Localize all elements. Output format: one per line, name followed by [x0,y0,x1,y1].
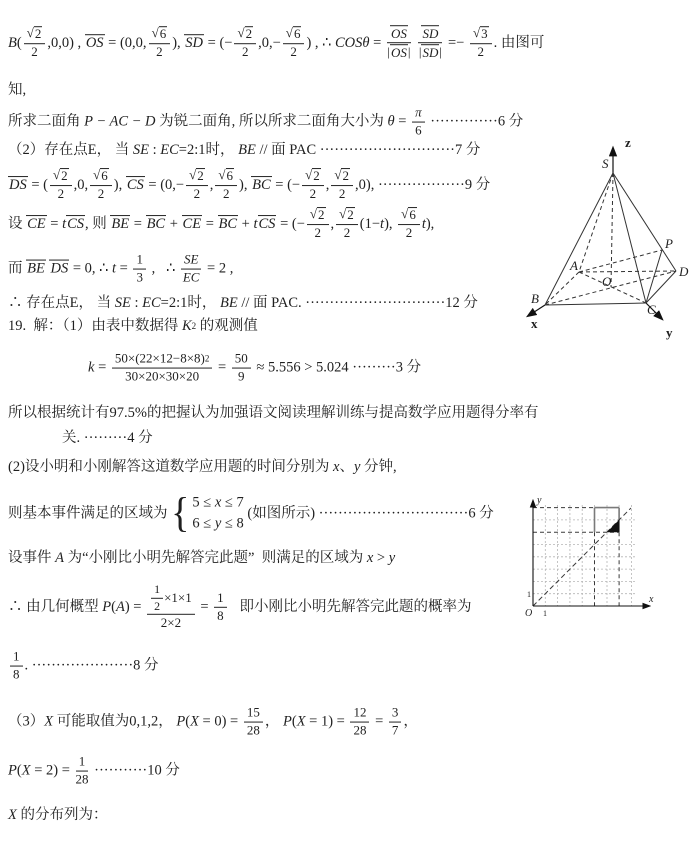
math-line-20: X 的分布列为： [8,806,108,823]
math-line-18: （3） X 可能取值为0,1,2， P ( X = 0) = $\frac{15}{28}$ ， P ( X = 1) = $\frac{12}{28}$ = $\frac{3}{7}$ ， [8,704,418,738]
math-line-14: 则基本事件满足的区域为 { 5 ≤ x ≤ 7 6 ≤ y ≤ 8 (如图所示) ·······························6 分 [8,489,494,536]
grid-y-tick-1: 1 [527,590,531,599]
vertex-label-o: O [602,274,612,289]
vertex-label-a: A [570,258,578,273]
vertex-label-s: S [602,156,609,171]
grid-x-tick-1: 1 [543,609,547,618]
math-line-1: B ( √ 2 2 ,0,0) , OS = (0,0, √ 6 2 ), SD = (− √ 2 2 ,0,− √ 6 2 ) , ∴ COSθ = OS | OS | SD | SD | =− √ 3 2 . 由图可 [8,25,545,61]
math-line-11: 所以根据统计有97.5%的把握认为加强语文阅读理解训练与提高数学应用题得分率有 [8,404,539,421]
x-axis [528,305,545,316]
math-line-5: DS = ( √ 2 2 ,0, √ 6 2 ), CS = (0,− √ 2 2 , √ 6 2 ), BC = (− √ 2 2 , √ 2 2 ,0), ··················9 分 [9,167,491,201]
math-line-12: 关. ·········4 分 [62,429,153,446]
vertex-label-b: B [531,291,539,306]
math-line-17: $\frac{1}{8}$ . ·····················8 分 [8,650,159,683]
vertex-label-d: D [679,264,689,279]
vertex-label-p: P [665,236,673,251]
math-line-19: P ( X = 2) = $\frac{1}{28}$ ···········10 分 [8,753,180,787]
vertex-label-c: C [647,302,656,317]
probability-grid-figure [525,493,657,623]
grid-y-axis-label: y [537,495,542,506]
math-line-3: 所求二面角 P − AC − D 为锐二面角, 所以所求二面角大小为 θ = $\frac{\pi}{6}$ ··············6 分 [8,104,524,138]
math-line-4: （2）存在点E， 当 SE : EC =2:1时， BE // 面 PAC ····························7 分 [8,141,481,158]
math-line-15: 设事件 A 为“小刚比小明先解答完此题” 则满足的区域为 x > y [8,549,396,566]
math-line-9: 19. 解：（1）由表中数据得 K 2 的观测值 [8,317,258,334]
math-line-7: 而 BE DS = 0, ∴ t = $\frac{1}{3}$ , ∴ $\frac{SE}{EC}$ = 2 , [8,251,234,285]
x-axis-label: x [531,316,538,331]
z-axis-label: z [625,136,631,150]
math-line-16: ∴ 由几何概型 P ( A ) = $\frac{1}{2}$ ×1×1 2×2 = $\frac{1}{8}$ 即小刚比小明先解答完此题的概率为 [8,581,472,631]
grid-x-axis-label: x [649,594,654,605]
math-line-2: 知, [8,81,27,98]
grid-origin-label: O [525,608,533,619]
math-line-8: ∴ 存在点E， 当 SE : EC =2:1时， BE // 面 PAC. ·····························12 分 [8,294,478,311]
y-axis-label: y [666,325,673,340]
math-line-10: k = 50×(22×12−8×8) 2 30×20×30×20 = $\frac{50}{9}$ ≈ 5.556 > 5.024 ·········3 分 [88,350,422,384]
math-line-6: 设 CE = t CS , 则 BE = BC + CE = BC + t CS = (− √ 2 2 , √ 2 2 (1− t ), √ 6 2 t ), [8,206,435,240]
pyramid-figure [498,136,693,346]
math-line-13: (2)设小明和小刚解答这道数学应用题的时间分别为 x 、 y 分钟, [8,458,397,475]
